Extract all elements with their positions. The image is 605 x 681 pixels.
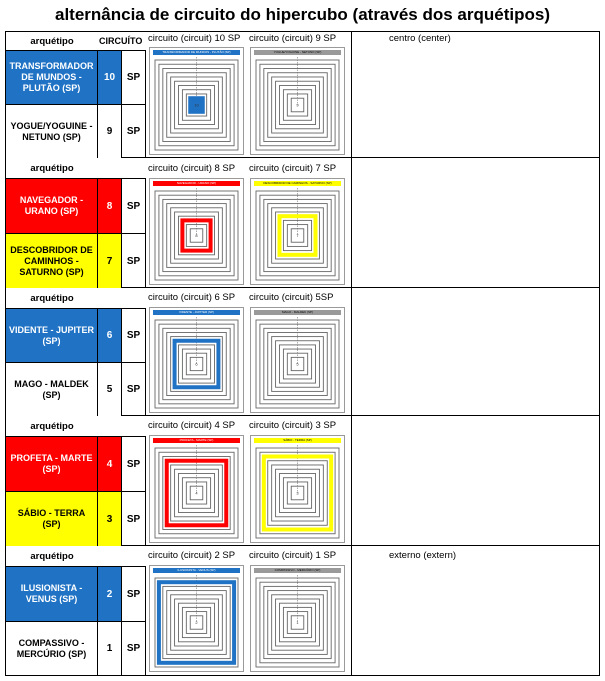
diagram-title: ILUSIONISTA - VENUS (SP) [153, 568, 240, 573]
nested-squares [150, 566, 243, 671]
archetype-cell: VIDENTE - JUPITER (SP) [6, 308, 98, 362]
hypercube-diagram [250, 178, 345, 285]
circuit-number: 10 [98, 50, 122, 104]
group-circuits-8-7 [6, 158, 599, 288]
diagram-title: VIDENTE - JUPITER (SP) [153, 310, 240, 315]
circuit-label: circuito (circuit) 5SP [249, 292, 334, 303]
sp-cell: SP [122, 50, 146, 104]
sp-cell: SP [122, 491, 146, 546]
sp-cell: SP [122, 233, 146, 288]
side-note: centro (center) [389, 33, 451, 44]
archetype-header: arquétipo [30, 292, 74, 304]
center-label: 8 [195, 233, 198, 238]
side-note: externo (extern) [389, 550, 457, 561]
circuit-number: 1 [98, 621, 122, 675]
diagram-title: NAVEGADOR - URANO (SP) [153, 181, 240, 186]
page-title: alternância de circuito do hipercubo (através dos arquétipos) [54, 5, 550, 24]
diagram-title: DESCOBRIDOR DE CAMINHOS - SATURNO (SP) [254, 181, 341, 186]
group-circuits-4-3 [6, 416, 599, 546]
sp-cell: SP [122, 178, 146, 233]
hypercube-diagram [149, 435, 244, 543]
archetype-cell: DESCOBRIDOR DE CAMINHOS - SATURNO (SP) [6, 233, 98, 288]
center-label: 2 [195, 620, 198, 625]
diagram-title: MAGO - MALDEK (SP) [254, 310, 341, 315]
sp-cell: SP [122, 566, 146, 621]
center-label: 9 [296, 102, 299, 108]
nested-squares [150, 436, 243, 542]
group-circuits-2-1 [6, 546, 599, 675]
hypercube-diagram [250, 47, 345, 155]
group-circuits-6-5 [6, 288, 599, 416]
hypercube-diagram [149, 307, 244, 413]
center-label: 6 [195, 361, 198, 367]
circuit-number: 3 [98, 491, 122, 546]
nested-squares [251, 566, 344, 671]
archetype-cell: COMPASSIVO - MERCÚRIO (SP) [6, 621, 98, 675]
circuit-number: 5 [98, 362, 122, 416]
hypercube-diagram [250, 435, 345, 543]
circuit-table [5, 31, 600, 676]
circuit-label: circuito (circuit) 7 SP [249, 163, 337, 174]
circuit-label: circuito (circuit) 9 SP [249, 33, 337, 44]
center-label: 4 [195, 490, 198, 496]
circuit-label: circuito (circuit) 8 SP [148, 163, 236, 174]
diagram-title: COMPASSIVO - MERCÚRIO (SP) [254, 568, 341, 573]
archetype-cell: PROFETA - MARTE (SP) [6, 436, 98, 491]
circuit-label: circuito (circuit) 10 SP [148, 33, 241, 44]
diagram-title: SÁBIO - TERRA (SP) [254, 438, 341, 443]
archetype-cell: TRANSFORMADOR DE MUNDOS - PLUTÃO (SP) [6, 50, 98, 104]
diagram-title: PROFETA - MARTE (SP) [153, 438, 240, 443]
circuit-header: CIRCUÍTO [99, 36, 143, 46]
circuit-number: 7 [98, 233, 122, 288]
nested-squares [251, 436, 344, 542]
center-label: 3 [296, 490, 299, 496]
archetype-cell: SÁBIO - TERRA (SP) [6, 491, 98, 546]
archetype-cell: NAVEGADOR - URANO (SP) [6, 178, 98, 233]
circuit-label: circuito (circuit) 1 SP [249, 550, 337, 561]
circuit-label: circuito (circuit) 6 SP [148, 292, 236, 303]
group-circuits-10-9 [6, 32, 599, 158]
archetype-cell: ILUSIONISTA - VENUS (SP) [6, 566, 98, 621]
archetype-cell: YOGUE/YOGUINE - NETUNO (SP) [6, 104, 98, 158]
circuit-label: circuito (circuit) 3 SP [249, 420, 337, 431]
archetype-header: arquétipo [30, 550, 74, 562]
hypercube-diagram [250, 307, 345, 413]
circuit-number: 9 [98, 104, 122, 158]
hypercube-diagram [250, 565, 345, 672]
diagram-title: TRANSFORMADOR DE MUNDOS - PLUTÃO (SP) [153, 50, 240, 55]
sp-cell: SP [122, 308, 146, 362]
circuit-number: 6 [98, 308, 122, 362]
center-label: 5 [296, 361, 299, 367]
hypercube-diagram [149, 178, 244, 285]
circuit-number: 2 [98, 566, 122, 621]
circuit-label: circuito (circuit) 2 SP [148, 550, 236, 561]
nested-squares [150, 179, 243, 284]
nested-squares [251, 48, 344, 154]
sp-cell: SP [122, 104, 146, 158]
circuit-number: 4 [98, 436, 122, 491]
hypercube-diagram [149, 565, 244, 672]
archetype-header: arquétipo [30, 420, 74, 432]
sp-cell: SP [122, 362, 146, 416]
nested-squares [150, 48, 243, 154]
circuit-label: circuito (circuit) 4 SP [148, 420, 236, 431]
sp-cell: SP [122, 436, 146, 491]
archetype-header: arquétipo [30, 162, 74, 174]
hypercube-diagram [149, 47, 244, 155]
nested-squares [251, 179, 344, 284]
archetype-header: arquétipo [30, 35, 74, 47]
center-label: 1 [296, 620, 299, 625]
nested-squares [150, 308, 243, 412]
sp-cell: SP [122, 621, 146, 675]
circuit-number: 8 [98, 178, 122, 233]
archetype-cell: MAGO - MALDEK (SP) [6, 362, 98, 416]
nested-squares [251, 308, 344, 412]
center-label: 7 [296, 233, 299, 238]
center-label: 10 [194, 102, 199, 108]
diagram-title: YOGUE/YOGUINE - NETUNO (SP) [254, 50, 341, 55]
